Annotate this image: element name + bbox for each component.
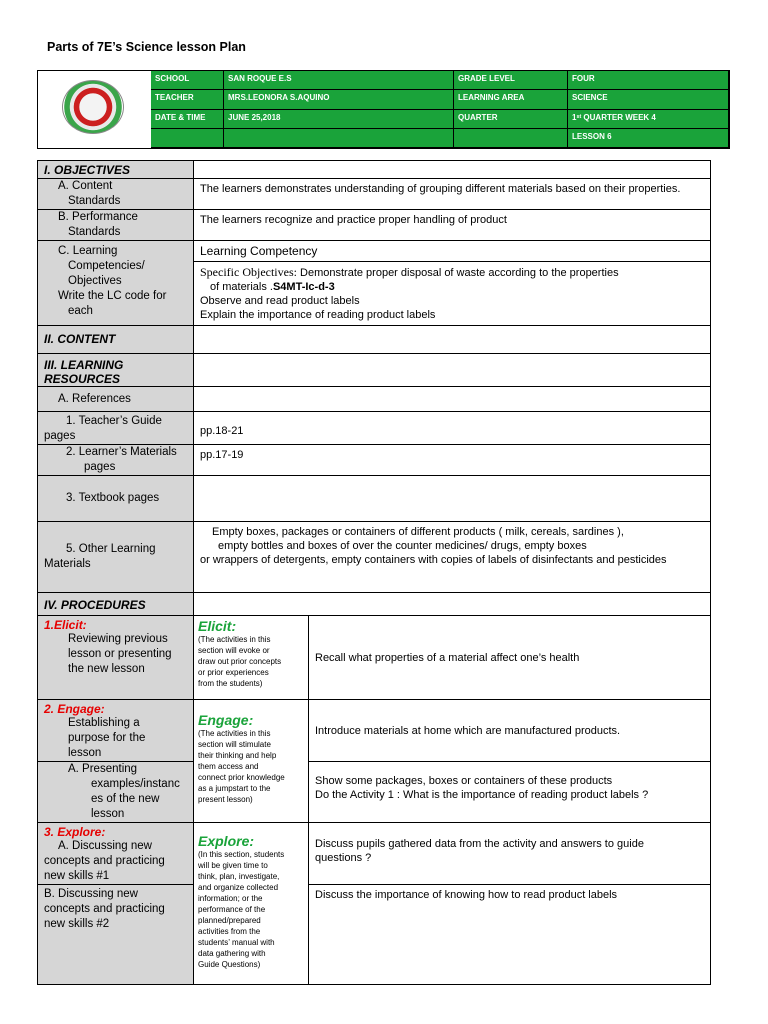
explore-phase-title: Explore:: [198, 833, 255, 849]
other-materials-label: 5. Other Learning: [66, 543, 156, 555]
header-cell: [454, 129, 568, 148]
header-cell: DATE & TIME: [151, 110, 224, 129]
objective-item: Explain the importance of reading product labels: [200, 309, 436, 321]
school-seal-icon: [62, 80, 124, 134]
header-cell: SCHOOL: [151, 71, 224, 90]
header-cell: LEARNING AREA: [454, 90, 568, 109]
learners-materials-label: 2. Learner’s Materials: [66, 446, 177, 458]
explore-activity: Discuss pupils gathered data from the activity and answers to guide: [315, 838, 644, 850]
header-cell: GRADE LEVEL: [454, 71, 568, 90]
lesson-plan-table: I. OBJECTIVES A. Content Standards The learners demonstrates understanding of grouping different materials based on their properties. B. Performance Standards The learners recognize and practice proper handling of product C. Learning Competencies/ Objectives Write the LC code for each Learning Competency Specific Objectives: Demonstrate proper disposal of waste according to the properties of materials .S4MT-Ic-d-3 Observe and read product labels Explain the importance of reading product labels II. CONTENT III. LEARNING RESOURCES A. References 1. Teacher’s Guide pages pp.18-21 2. Learner’s Materials pages pp.17-19 3. Textbook pages 5. Other Learning Materials Empty boxes, packages or containers of different products ( milk, cereals, sardines ), empty bottles and boxes of over the counter medicines/ drugs, empty boxes or wrappers of detergents, empty containers with copies of labels of disinfectants and pesticides IV. PROCEDURES 1.Elicit: Reviewing previous lesson or presenting the new lesson Elicit: (The activities in this section will evoke or draw out prior concepts or prior experiences from the students) Recall what properties of a material affect one’s health 2. Engage: Establishing a purpose for the lesson Engage: (The activities in this section will stimulate their thinking and help them access and connect prior knowledge as a jumpstart to the present lesson) Introduce materials at home which are manufactured products. A. Presenting examples/instanc es of the new lesson Show some packages, boxes or containers of these products Do the Activity 1 : What is the importance of reading product labels ? 3. Explore: A. Discussing new concepts and practicing new skills #1 Explore: (In this section, students will be given time to think, plan, investigate, and organize collected information; or the performance of the planned/prepared activities from the students’ manual with data gathering with Guide Questions) Discuss pupils gathered data from the activity and answers to guide questions ? B. Discussing new concepts and practicing new skills #2 Discuss the importance of knowing how to read product labels: [37, 160, 711, 985]
engage-activity: Show some packages, boxes or containers of these products: [315, 775, 613, 787]
header-cell: SCIENCE: [568, 90, 729, 109]
header-cell: LESSON 6: [568, 129, 729, 148]
engage-phase-title: Engage:: [198, 712, 254, 728]
content-heading: II. CONTENT: [44, 332, 116, 346]
content-standards-label: A. Content: [58, 180, 113, 192]
learners-materials-pages: pp.17-19: [200, 449, 244, 461]
elicit-phase-title: Elicit:: [198, 618, 237, 634]
specific-objectives-text: Demonstrate proper disposal of waste according to the properties: [296, 267, 619, 279]
explore-label: 3. Explore:: [44, 825, 106, 839]
header-grid: [151, 71, 729, 148]
elicit-label: 1.Elicit:: [44, 618, 87, 632]
teachers-guide-label: 1. Teacher’s Guide: [66, 415, 162, 427]
learning-competencies-label: C. Learning: [58, 245, 118, 257]
teachers-guide-pages: pp.18-21: [200, 424, 244, 437]
references-label: A. References: [58, 393, 131, 405]
procedures-heading: IV. PROCEDURES: [44, 598, 146, 612]
presenting-examples-label: A. Presenting: [68, 763, 138, 775]
header-cell: MRS.LEONORA S.AQUINO: [224, 90, 454, 109]
header-cell: JUNE 25,2018: [224, 110, 454, 129]
resources-heading: III. LEARNING: [44, 358, 124, 372]
header-cell: SAN ROQUE E.S: [224, 71, 454, 90]
header-cell: 1ˢᵗ QUARTER WEEK 4: [568, 110, 729, 129]
header-cell: [151, 129, 224, 148]
page-title: Parts of 7E’s Science lesson Plan: [47, 40, 246, 54]
content-standards-text: The learners demonstrates understanding of grouping different materials based on their properties.: [200, 183, 681, 195]
objectives-heading-cell: [38, 161, 194, 179]
lc-code: S4MT-Ic-d-3: [272, 281, 335, 293]
specific-objectives-label: Specific Objectives:: [200, 265, 297, 279]
header-cell: FOUR: [568, 71, 729, 90]
header-band: [37, 70, 730, 149]
objectives-heading: I. OBJECTIVES: [44, 163, 131, 177]
engage-label: 2. Engage:: [44, 702, 105, 716]
objective-item: Observe and read product labels: [200, 295, 360, 307]
header-cell: QUARTER: [454, 110, 568, 129]
performance-standards-label: B. Performance: [58, 211, 138, 223]
header-cell: TEACHER: [151, 90, 224, 109]
performance-standards-text: The learners recognize and practice proper handling of product: [200, 214, 507, 226]
engage-activity: Introduce materials at home which are manufactured products.: [315, 724, 621, 737]
header-cell: [224, 129, 454, 148]
textbook-pages-label: 3. Textbook pages: [66, 492, 160, 504]
logo-cell: [38, 71, 152, 148]
explore-activity: Discuss the importance of knowing how to read product labels: [315, 889, 618, 901]
lc-heading: Learning Competency: [200, 244, 318, 258]
elicit-activity: Recall what properties of a material affect one’s health: [315, 651, 580, 664]
other-materials-text: Empty boxes, packages or containers of different products ( milk, cereals, sardines ),: [212, 526, 624, 538]
discussing-new-concepts-2-label: B. Discussing new: [44, 888, 138, 900]
